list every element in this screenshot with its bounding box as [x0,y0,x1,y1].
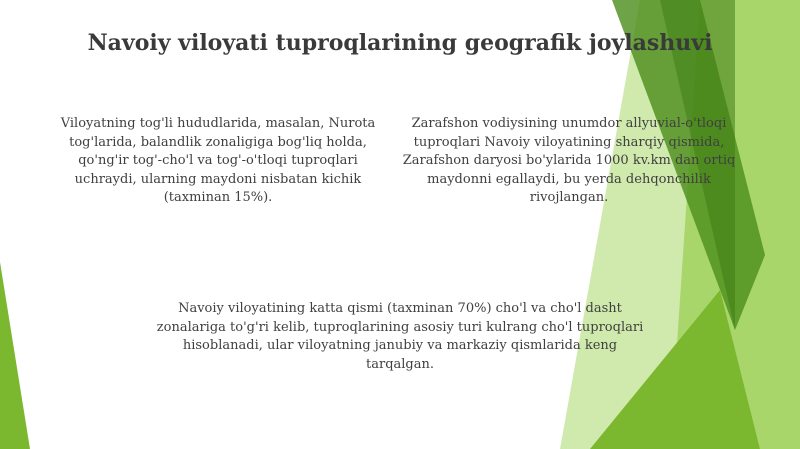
paragraph-mountain-soils: Viloyatning tog'li hududlarida, masalan, Nurota tog'larida, balandlik zonaligiga bog'liq holda, qo'ng'ir tog'-cho'l va tog'-o'tloqi tuproqlari uchraydi, ularning maydoni nisbatan kichik (taxminan 15%). [60,116,376,205]
slide-title: Navoiy viloyati tuproqlarining geografik joylashuvi [87,30,713,56]
paragraph-zarafshon-soils: Zarafshon vodiysining unumdor allyuvial-o'tloqi tuproqlari Navoiy viloyatining sharqiy qismida, Zarafshon daryosi bo'ylarida 1000 kv.km dan ortiq maydonni egallaydi, bu yerda dehqonchilik rivojlangan. [402,116,736,205]
left-green-corner [0,262,30,449]
paragraph-desert-soils: Navoiy viloyatining katta qismi (taxminan 70%) cho'l va cho'l dasht zonalariga to'g'ri kelib, tuproqlarining asosiy turi kulrang cho'l tuproqlari hisoblanadi, ular viloyatning janubiy va markaziy qismlarida keng tarqalgan. [156,301,644,372]
